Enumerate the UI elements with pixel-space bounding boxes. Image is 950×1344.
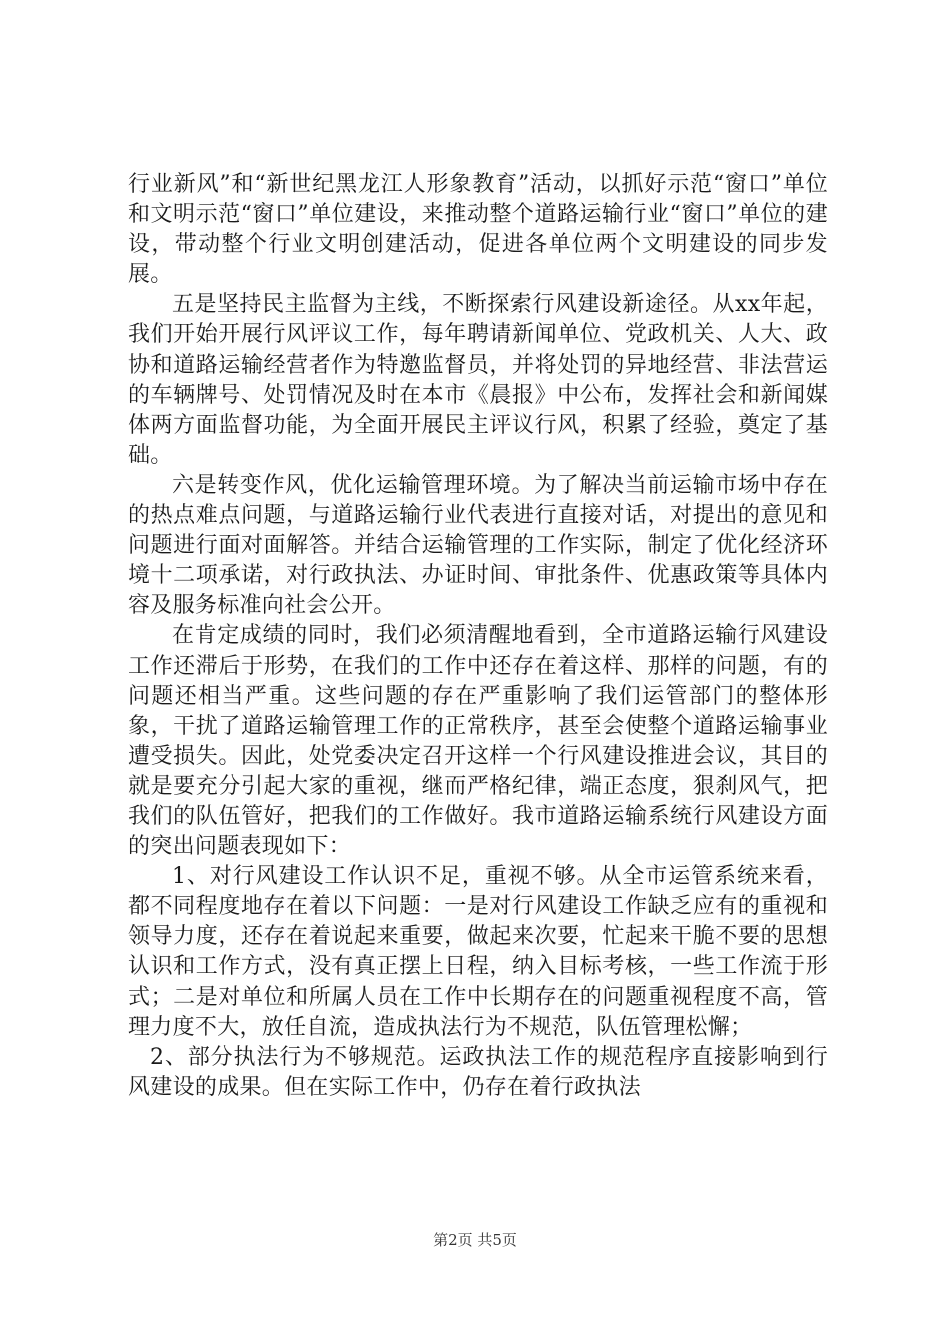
paragraph-point-six: 六是转变作风，优化运输管理环境。为了解决当前运输市场中存在的热点难点问题，与道路运输行业代表进行直接对话，对提出的意见和问题进行面对面解答。并结合运输管理的工作实际，制定了优化经济环境十二项承诺，对行政执法、办证时间、审批条件、优惠政策等具体内容及服务标准向社会公开。: [128, 472, 828, 619]
paragraph-continuation: 行业新风”和“新世纪黑龙江人形象教育”活动，以抓好示范“窗口”单位和文明示范“窗口”单位建设，来推动整个道路运输行业“窗口”单位的建设，带动整个行业文明创建活动，促进各单位两个文明建设的同步发展。: [128, 172, 828, 288]
paragraph-problems-intro: 在肯定成绩的同时，我们必须清醒地看到，全市道路运输行风建设工作还滞后于形势，在我们的工作中还存在着这样、那样的问题，有的问题还相当严重。这些问题的存在严重影响了我们运管部门的整体形象，干扰了道路运输管理工作的正常秩序，甚至会使整个道路运输事业遭受损失。因此，处党委决定召开这样一个行风建设推进会议，其目的就是要充分引起大家的重视，继而严格纪律，端正态度，狠刹风气，把我们的队伍管好，把我们的工作做好。我市道路运输系统行风建设方面的突出问题表现如下：: [128, 623, 828, 860]
paragraph-point-five: 五是坚持民主监督为主线，不断探索行风建设新途径。从xx年起，我们开始开展行风评议工作，每年聘请新闻单位、党政机关、人大、政协和道路运输经营者作为特邀监督员，并将处罚的异地经营、非法营运的车辆牌号、处罚情况及时在本市《晨报》中公布，发挥社会和新闻媒体两方面监督功能，为全面开展民主评议行风，积累了经验，奠定了基础。: [128, 292, 828, 468]
paragraph-problem-two: 2、部分执法行为不够规范。运政执法工作的规范程序直接影响到行风建设的成果。但在实际工作中，仍存在着行政执法: [128, 1044, 828, 1100]
document-body: [128, 170, 828, 1103]
page-footer: 第2页 共5页: [433, 1231, 517, 1249]
paragraph-problem-one: 1、对行风建设工作认识不足，重视不够。从全市运管系统来看，都不同程度地存在着以下问题：一是对行风建设工作缺乏应有的重视和领导力度，还存在着说起来重要，做起来次要，忙起来干脆不要的思想认识和工作方式，没有真正摆上日程，纳入目标考核，一些工作流于形式；二是对单位和所属人员在工作中长期存在的问题重视程度不高，管理力度不大，放任自流，造成执法行为不规范，队伍管理松懈；: [128, 864, 828, 1040]
